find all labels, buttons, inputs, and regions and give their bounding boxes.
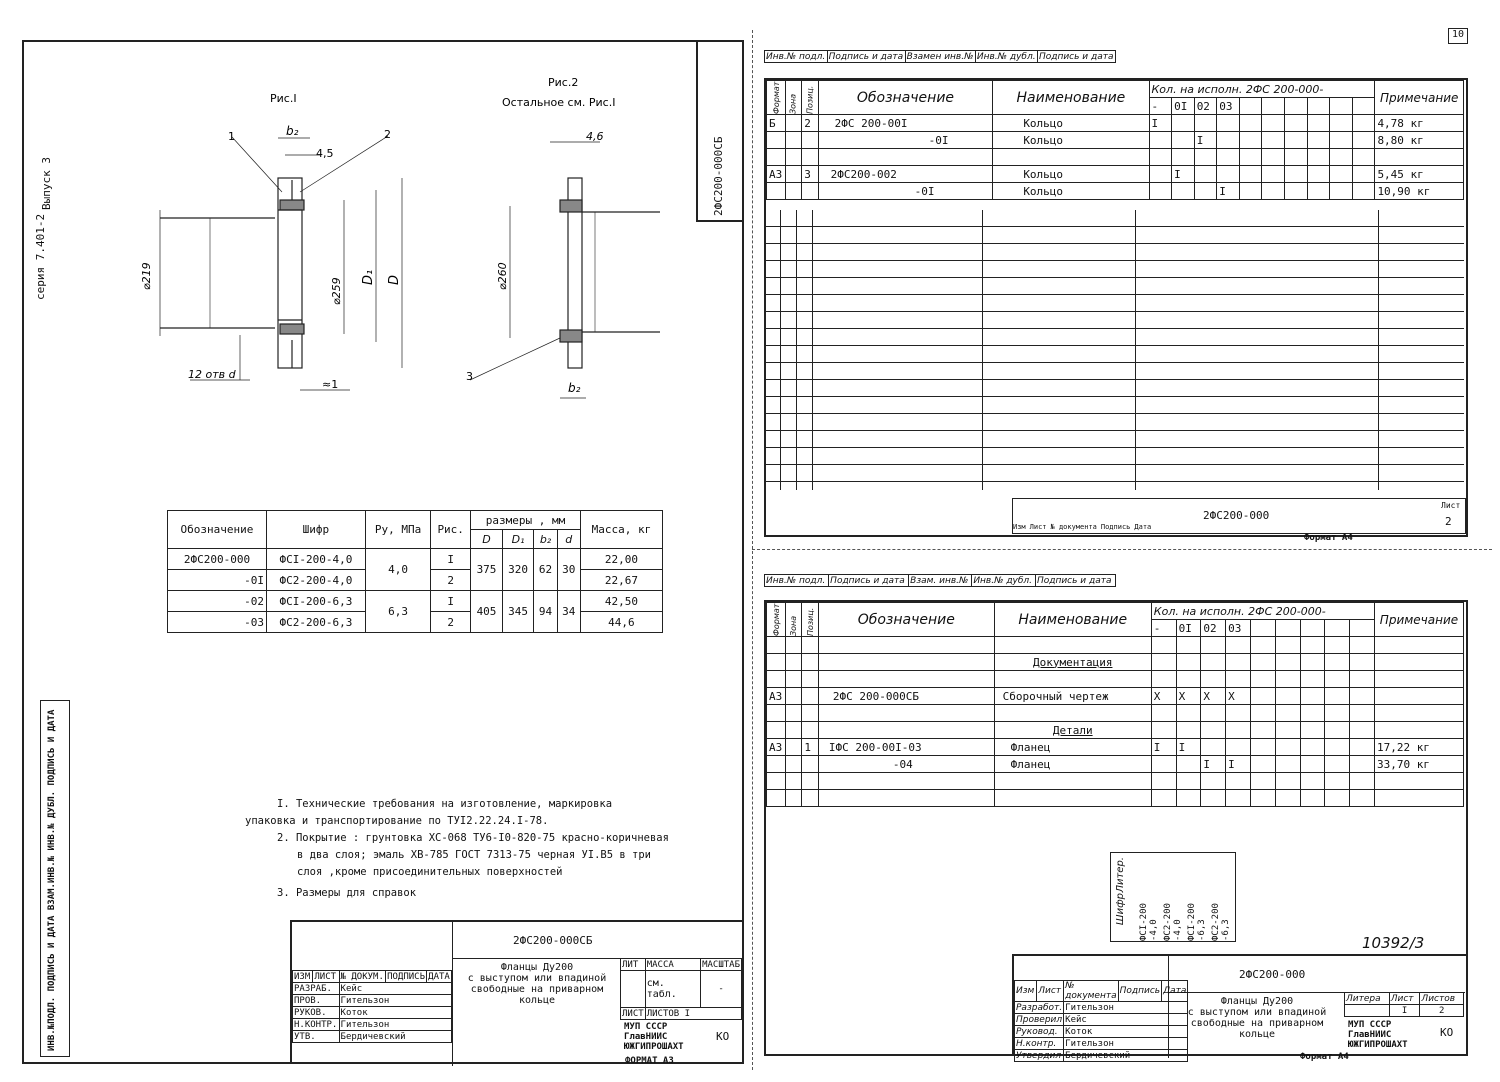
cell-mass: 44,6: [580, 612, 662, 633]
rt-stamp-sheet-label: Лист: [1441, 501, 1461, 510]
cell-mark: [1194, 183, 1217, 200]
technical-notes: [245, 796, 669, 902]
fig1-label-d219: ⌀219: [140, 262, 153, 290]
rb-variant: -: [1151, 620, 1176, 637]
cell-format: А3: [767, 739, 786, 756]
rb-tb-person: Кейс: [1064, 1014, 1188, 1026]
drawing-code: 2ФС200-000СБ: [712, 136, 725, 216]
cell-mark: I: [1151, 739, 1176, 756]
table-row: [168, 549, 663, 570]
rb-tb-head: Подпись: [1118, 981, 1161, 1002]
rb-tb-name-line: кольце: [1238, 1029, 1276, 1040]
cell-mark: [1226, 739, 1251, 756]
cell-D: 405: [471, 591, 503, 633]
cell-mark: I: [1226, 756, 1251, 773]
rb-tb-litera: Литера: [1345, 993, 1390, 1005]
cell-name: Фланец: [994, 756, 1151, 773]
tb-person: Гительзон: [339, 1019, 451, 1031]
tb-sheets: ЛИСТОВ: [646, 1008, 680, 1019]
rb-section-docs: Документация: [994, 654, 1151, 671]
rb-tb-head: Изм: [1015, 981, 1037, 1002]
cell-pos: 3: [802, 166, 818, 183]
fig1-label-D1: D₁: [361, 269, 376, 285]
rb-tb-person: Бердичевский: [1064, 1050, 1188, 1062]
rb-section-parts: Детали: [994, 722, 1151, 739]
cell-name: Фланец: [994, 739, 1151, 756]
flange-drawing: [140, 76, 670, 410]
rb-stamp-cols: [764, 574, 1116, 587]
cell-format: [767, 132, 786, 149]
table-row: [767, 166, 1464, 183]
fig2-label-46: 4,6: [586, 130, 604, 143]
cell-mass: 22,67: [580, 570, 662, 591]
cell-code: ФС2-200-6,3: [266, 612, 365, 633]
cell-name: Кольцо: [993, 115, 1149, 132]
side-strip: [40, 700, 70, 1057]
fig1-label-1: 1: [228, 130, 235, 143]
cell-D1: 320: [502, 549, 534, 591]
cell-d: 34: [557, 591, 580, 633]
cell-note: 5,45 кг: [1375, 166, 1464, 183]
cell-mark: I: [1201, 756, 1226, 773]
cell-note: 10,90 кг: [1375, 183, 1464, 200]
rb-head-format: Формат: [767, 603, 786, 637]
tb-code: 2ФС200-000СБ: [513, 934, 593, 947]
cell-mark: I: [1149, 115, 1172, 132]
tb-role: РУКОВ.: [293, 1007, 340, 1019]
cell-D1: 345: [502, 591, 534, 633]
rb-tb-head: Лист: [1037, 981, 1064, 1002]
cell-format: [767, 183, 786, 200]
rb-head-designation: Обозначение: [818, 603, 994, 637]
table-row: [767, 115, 1464, 132]
cell-mark: [1194, 115, 1217, 132]
rt-format: Формат А4: [1304, 533, 1353, 543]
tb-ko: КО: [716, 1030, 730, 1043]
fig1-label-2: 2: [384, 128, 391, 141]
rb-tb-name-line: свободные на приварном: [1190, 1018, 1324, 1029]
rt-variant: 03: [1217, 98, 1240, 115]
rb-code: ФС2-200 -4,0: [1163, 903, 1183, 941]
cell-pos: 2: [802, 115, 818, 132]
rb-tb-person: Гительзон: [1064, 1038, 1188, 1050]
note-line: 2. Покрытие : грунтовка ХС-068 ТУ6-I0-820-75 красно-коричневая: [277, 832, 669, 844]
cell-designation: -04: [818, 756, 994, 773]
note-line: I. Технические требования на изготовление, маркировка: [277, 798, 613, 810]
rb-spec-table: [766, 602, 1464, 807]
cell-mark: [1172, 115, 1195, 132]
fig1-label-approx: ≈1: [322, 378, 339, 391]
rt-variant: 0I: [1172, 98, 1195, 115]
rt-stamp-cols: [764, 50, 1116, 63]
cell-designation: 2ФС 200-00I: [818, 115, 993, 132]
cell-mark: [1176, 756, 1201, 773]
cell-format: А3: [767, 166, 786, 183]
rb-head-zone: Зона: [785, 603, 802, 637]
th-pressure: Py, МПа: [365, 511, 430, 549]
cell-code: ФС2-200-4,0: [266, 570, 365, 591]
fig1-label-holes: 12 отв d: [188, 368, 236, 381]
rb-code: ФСI-200 -6,3: [1187, 903, 1207, 941]
cell-mark: Х: [1201, 688, 1226, 705]
stamp-col: Взам. инв.№: [909, 575, 972, 587]
stamp-col: Подпись и дата: [1035, 575, 1115, 587]
page-number: 10: [1448, 28, 1468, 44]
tb-person: Кейс: [339, 983, 451, 995]
rb-tb-role: Н.контр.: [1015, 1038, 1064, 1050]
cell-designation: 2ФС200-000: [168, 549, 267, 570]
tb-name-line: кольце: [518, 995, 556, 1006]
rb-code-row: [1110, 852, 1236, 942]
th-d: d: [557, 530, 580, 549]
issue-label: Выпуск 3: [40, 157, 53, 210]
cell-designation: -0I: [168, 570, 267, 591]
note-line: упаковка и транспортирование по ТУI2.22.24.I-78.: [245, 815, 549, 827]
rt-head-pos: Позиц.: [802, 81, 818, 115]
rb-tb-name-line: Фланцы Ду200: [1220, 996, 1294, 1007]
cell-mark: [1194, 166, 1217, 183]
rb-tb-ko: КО: [1440, 1026, 1454, 1039]
fig1-label-D: D: [387, 274, 402, 285]
cell-mark: Х: [1176, 688, 1201, 705]
tb-head: № ДОКУМ.: [340, 971, 384, 982]
table-row: [168, 591, 663, 612]
cell-note: 4,78 кг: [1375, 115, 1464, 132]
cell-b2: 62: [534, 549, 557, 591]
th-D1: D₁: [502, 530, 534, 549]
side-strip-text: ИНВ.№ПОДЛ. ПОДПИСЬ И ДАТА ВЗАМ.ИНВ.№ ИНВ.№ ДУБЛ. ПОДПИСЬ И ДАТА: [47, 709, 57, 1051]
tb-role: ПРОВ.: [293, 995, 340, 1007]
table-row: [767, 132, 1464, 149]
cell-mass: 22,00: [580, 549, 662, 570]
cell-format: Б: [767, 115, 786, 132]
rt-head-zone: Зона: [785, 81, 801, 115]
center-divider: [752, 30, 753, 1070]
cell-pressure: 6,3: [365, 591, 430, 633]
fig2-label-d260: ⌀260: [496, 262, 509, 290]
cell-designation: -03: [168, 612, 267, 633]
cell-code: ФСI-200-6,3: [266, 591, 365, 612]
cell-D: 375: [471, 549, 503, 591]
cell-pos: [802, 132, 818, 149]
rt-head-note: Примечание: [1375, 81, 1464, 115]
tb-signatures: [292, 970, 452, 1043]
rb-variant: 03: [1226, 620, 1251, 637]
fig1-label-b2: b₂: [286, 124, 299, 138]
cell-mark: Х: [1226, 688, 1251, 705]
cell-mark: Х: [1151, 688, 1176, 705]
fig1-label-45: 4,5: [316, 147, 334, 160]
cell-note: 33,70 кг: [1374, 756, 1463, 773]
cell-pos: [802, 756, 819, 773]
tb-head: ЛИСТ: [313, 971, 339, 983]
rb-tb-sheets-value: 2: [1420, 1005, 1464, 1017]
cell-mark: I: [1194, 132, 1217, 149]
tb-head: ПОДПИСЬ: [387, 971, 426, 982]
note-line: в два слоя; эмаль ХВ-785 ГОСТ 7313-75 черная УI.В5 в три: [297, 849, 652, 861]
rt-variant: 02: [1194, 98, 1217, 115]
stamp-col: Взамен инв.№: [906, 51, 974, 62]
cell-designation: -0I: [818, 183, 993, 200]
rb-tb-code: 2ФС200-000: [1239, 968, 1306, 981]
cell-code: ФСI-200-4,0: [266, 549, 365, 570]
rb-tb-head: № документа: [1065, 981, 1117, 1001]
cell-note: [1374, 688, 1463, 705]
table-row: [767, 688, 1464, 705]
cell-name: Кольцо: [993, 166, 1149, 183]
left-format: ФОРМАТ А3: [625, 1056, 674, 1066]
rb-code: ФС2-200 -6,3: [1211, 903, 1231, 941]
rb-head-name: Наименование: [994, 603, 1151, 637]
rb-tb-sheet-value: I: [1389, 1005, 1420, 1017]
rb-format: Формат А4: [1300, 1052, 1349, 1062]
rb-drawing-number: 10392/3: [1362, 934, 1425, 952]
th-mass: Масса, кг: [580, 511, 662, 549]
cell-mark: [1151, 756, 1176, 773]
stamp-col: Инв.№ дубл.: [976, 51, 1036, 62]
rb-head-note: Примечание: [1374, 603, 1463, 637]
rt-variant: -: [1149, 98, 1172, 115]
rb-tb-role: Разработ.: [1016, 1002, 1063, 1013]
cell-designation: -0I: [818, 132, 993, 149]
rb-tb-signatures: [1014, 980, 1188, 1062]
tb-mass-value: см. табл.: [645, 971, 700, 1008]
tb-sheet: ЛИСТ: [622, 1008, 644, 1019]
tb-person: Бердичевский: [339, 1031, 451, 1043]
tb-head: ИЗМ: [293, 971, 313, 983]
cell-mark: [1201, 739, 1226, 756]
tb-person: Гительзон: [339, 995, 451, 1007]
rb-tb-head: Дата: [1162, 981, 1188, 1002]
rb-code-label2: Литер.: [1115, 857, 1126, 893]
rb-tb-sheets: Листов: [1420, 993, 1464, 1005]
cell-pos: 1: [802, 739, 819, 756]
cell-name: Сборочный чертеж: [994, 688, 1151, 705]
tb-right-grid: [620, 958, 742, 1020]
tb-scale-value: -: [701, 971, 742, 1008]
cell-mass: 42,50: [580, 591, 662, 612]
cell-pressure: 4,0: [365, 549, 430, 591]
cell-mark: I: [1217, 183, 1240, 200]
fig2-label-3: 3: [466, 370, 473, 383]
tb-person: Коток: [339, 1007, 451, 1019]
cell-designation: 2ФС200-002: [818, 166, 993, 183]
rb-code: ФСI-200 -4,0: [1139, 903, 1159, 941]
tb-sheets-value: I: [684, 1008, 691, 1019]
rt-stamp-sheet: 2: [1445, 515, 1452, 528]
stamp-col: Подпись и дата: [829, 575, 909, 587]
th-b2: b₂: [534, 530, 557, 549]
rt-empty-rows: [766, 210, 1464, 490]
fig1-title: Рис.I: [270, 92, 297, 105]
cell-mark: [1172, 132, 1195, 149]
cell-note: 8,80 кг: [1375, 132, 1464, 149]
tb-head: ДАТА: [428, 971, 450, 982]
rt-head-name: Наименование: [993, 81, 1149, 115]
fig2-label-b2: b₂: [568, 381, 581, 395]
rb-tb-role: Руковод.: [1015, 1026, 1064, 1038]
tb-name-line: свободные на приварном: [470, 984, 604, 995]
cell-mark: [1149, 166, 1172, 183]
stamp-col: Подпись и дата: [828, 51, 904, 62]
rb-tb-org: МУП СССР ГлавНИИС ЮЖГИПРОШАХТ: [1348, 1020, 1408, 1050]
table-row: [767, 756, 1464, 773]
table-row: [767, 739, 1464, 756]
rb-head-pos: Позиц.: [802, 603, 819, 637]
rb-tb-sheet: Лист: [1389, 993, 1420, 1005]
rb-tb-role: Проверил: [1016, 1014, 1063, 1025]
rb-code-label1: Шифр: [1115, 893, 1126, 926]
cell-fig: 2: [431, 570, 471, 591]
th-code: Шифр: [266, 511, 365, 549]
rb-tb-role: Утвердил: [1015, 1050, 1064, 1062]
tb-scale: МАСШТАБ: [702, 959, 740, 970]
note-line: слоя ,кроме присоединительных поверхностей: [297, 866, 563, 878]
cell-note: 17,22 кг: [1374, 739, 1463, 756]
cell-mark: [1217, 115, 1240, 132]
cell-designation: 2ФС 200-000СБ: [818, 688, 994, 705]
fig1-label-d259: ⌀259: [330, 277, 343, 305]
rt-spec-table: [766, 80, 1464, 200]
rt-stamp-code: 2ФС200-000: [1203, 509, 1270, 522]
rb-variant: 0I: [1176, 620, 1201, 637]
tb-role: РАЗРАБ.: [293, 983, 340, 995]
tb-role: УТВ.: [293, 1031, 340, 1043]
rb-variant: 02: [1201, 620, 1226, 637]
cell-pos: [802, 688, 819, 705]
stamp-col: Инв.№ подл.: [766, 51, 826, 62]
th-sizes: размеры , мм: [471, 511, 581, 530]
rb-tb-name-line: с выступом или впадиной: [1187, 1007, 1327, 1018]
rb-tb-right-grid: [1344, 992, 1464, 1017]
cell-designation: -02: [168, 591, 267, 612]
stamp-col: Инв.№ дубл.: [972, 575, 1036, 587]
cell-mark: [1149, 183, 1172, 200]
left-title-block: [290, 920, 744, 1064]
cell-designation: IФС 200-00I-03: [818, 739, 994, 756]
fig2-title: Рис.2: [548, 76, 579, 89]
th-fig: Рис.: [431, 511, 471, 549]
tb-litera: ЛИТ: [621, 959, 646, 971]
cell-format: [767, 756, 786, 773]
right-divider: [752, 549, 1492, 550]
cell-b2: 94: [534, 591, 557, 633]
tb-org: МУП СССР ГлавНИИС ЮЖГИПРОШАХТ: [624, 1022, 684, 1052]
tb-mass: МАССА: [645, 959, 700, 971]
rb-tb-person: Коток: [1064, 1026, 1188, 1038]
flange-size-table: [167, 510, 663, 633]
cell-mark: I: [1172, 166, 1195, 183]
tb-role: Н.КОНТР.: [294, 1019, 338, 1030]
fig2-subtitle: Остальное см. Рис.I: [502, 96, 616, 109]
stamp-col: Инв.№ подл.: [765, 575, 829, 587]
cell-mark: [1149, 132, 1172, 149]
series-label: серия 7.401-2: [34, 213, 47, 300]
rt-head-format: Формат: [767, 81, 786, 115]
rt-head-designation: Обозначение: [818, 81, 993, 115]
cell-fig: I: [431, 549, 471, 570]
note-line: 3. Размеры для справок: [277, 887, 417, 899]
rt-stamp: [1012, 498, 1466, 534]
tb-name-line: с выступом или впадиной: [467, 973, 607, 984]
rb-head-qty: Кол. на исполн. 2ФС 200-000-: [1151, 603, 1374, 620]
cell-name: Кольцо: [993, 183, 1149, 200]
cell-mark: I: [1176, 739, 1201, 756]
table-row: [767, 183, 1464, 200]
cell-d: 30: [557, 549, 580, 591]
th-designation: Обозначение: [168, 511, 267, 549]
drawing-code-box: [696, 40, 742, 222]
rb-tb-person: Гительзон: [1064, 1002, 1188, 1014]
cell-format: А3: [767, 688, 786, 705]
cell-mark: [1172, 183, 1195, 200]
cell-pos: [802, 183, 818, 200]
th-D: D: [471, 530, 503, 549]
tb-name-line: Фланцы Ду200: [500, 962, 574, 973]
cell-fig: I: [431, 591, 471, 612]
cell-mark: [1217, 166, 1240, 183]
rt-head-qty: Кол. на исполн. 2ФС 200-000-: [1149, 81, 1375, 98]
rt-stamp-head: Изм Лист № документа Подпись Дата: [1013, 523, 1152, 531]
cell-fig: 2: [431, 612, 471, 633]
stamp-col: Подпись и дата: [1038, 51, 1114, 62]
cell-mark: [1217, 132, 1240, 149]
cell-name: Кольцо: [993, 132, 1149, 149]
